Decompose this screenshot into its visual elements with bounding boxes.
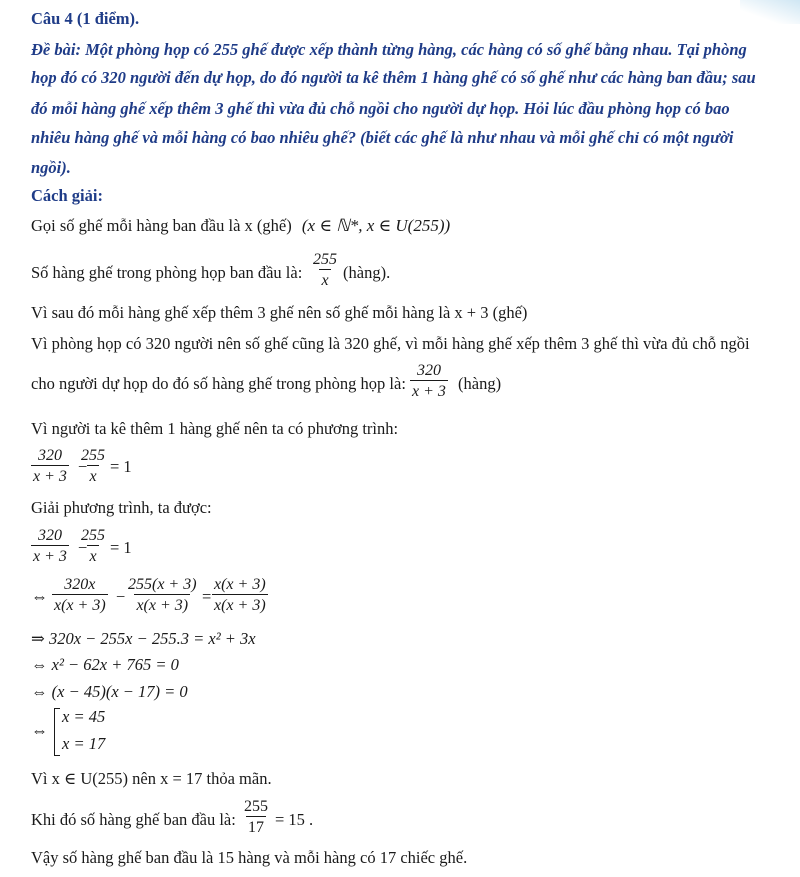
fraction-numerator: 320 bbox=[37, 447, 62, 464]
fraction-rows-after bbox=[410, 361, 448, 401]
fraction-denominator: x bbox=[87, 465, 98, 486]
equation-1-fraction-b bbox=[79, 446, 107, 486]
equation-7-root-a: x = 45 bbox=[62, 707, 106, 726]
equation-2-fraction-b bbox=[79, 526, 107, 566]
equation-5: ⇔ x² − 62x + 765 = 0 bbox=[31, 655, 179, 674]
equation-1-fraction-a bbox=[31, 446, 69, 486]
equation-3-fraction-a bbox=[52, 575, 108, 615]
fraction-denominator: x + 3 bbox=[410, 380, 448, 401]
fraction-denominator: x + 3 bbox=[31, 545, 69, 566]
fraction-numerator: 255 bbox=[244, 798, 268, 815]
problem-line-5: ngồi). bbox=[31, 158, 71, 177]
problem-line-1: Đề bài: Một phòng họp có 255 ghế được xếp thành từng hàng, các hàng có số ghế bằng nhau. Tại phòng bbox=[31, 40, 747, 59]
fraction-numerator: 320 bbox=[416, 362, 441, 379]
equation-2-rhs: = 1 bbox=[110, 538, 132, 557]
corner-decoration bbox=[740, 0, 800, 24]
equation-3-fraction-c bbox=[212, 575, 268, 615]
fraction-denominator: x bbox=[319, 269, 330, 290]
problem-line-4: nhiêu hàng ghế và mỗi hàng có bao nhiêu ghế? (biết các ghế là như nhau và mỗi ghế chỉ có một người bbox=[31, 128, 734, 147]
fraction-initial-rows bbox=[311, 250, 339, 290]
problem-line-3: đó mỗi hàng ghế xếp thêm 3 ghế thì vừa đủ chỗ ngồi cho người dự họp. Hỏi lúc đầu phòng họp có bao bbox=[31, 99, 730, 118]
equation-3-fraction-b bbox=[126, 575, 199, 615]
fraction-initial-rows-result bbox=[242, 797, 270, 837]
fraction-numerator: 255(x + 3) bbox=[128, 576, 197, 593]
step-initial-rows-result-text: Khi đó số hàng ghế ban đầu là: bbox=[31, 810, 236, 829]
final-answer: Vậy số hàng ghế ban đầu là 15 hàng và mỗi hàng có 17 chiếc ghế. bbox=[31, 848, 468, 867]
fraction-numerator: x(x + 3) bbox=[214, 576, 266, 593]
step-initial-rows-text: Số hàng ghế trong phòng họp ban đầu là: bbox=[31, 263, 303, 282]
equation-7-bracket bbox=[54, 708, 60, 756]
equation-3-minus: − bbox=[116, 587, 126, 606]
fraction-numerator: 255 bbox=[81, 447, 105, 464]
step-equation-intro: Vì người ta kê thêm 1 hàng ghế nên ta có phương trình: bbox=[31, 419, 399, 438]
step-rows-after-unit: (hàng) bbox=[458, 374, 502, 393]
fraction-numerator: 255 bbox=[313, 251, 337, 268]
fraction-denominator: x(x + 3) bbox=[212, 594, 268, 615]
step-new-seats-per-row: Vì sau đó mỗi hàng ghế xếp thêm 3 ghế nên số ghế mỗi hàng là x + 3 (ghế) bbox=[31, 303, 528, 322]
step-initial-rows-unit: (hàng). bbox=[343, 263, 391, 282]
fraction-denominator: x bbox=[87, 545, 98, 566]
step-conclusion-condition: Vì x ∈ U(255) nên x = 17 thỏa mãn. bbox=[31, 769, 272, 788]
step-rows-after-text: cho người dự họp do đó số hàng ghế trong phòng họp là: bbox=[31, 374, 406, 393]
step-solve-intro: Giải phương trình, ta được: bbox=[31, 498, 212, 517]
equation-2-fraction-a bbox=[31, 526, 69, 566]
step-variable-condition: (x ∈ ℕ*, x ∈ U(255)) bbox=[301, 216, 451, 235]
fraction-denominator: x(x + 3) bbox=[52, 594, 108, 615]
fraction-denominator: x + 3 bbox=[31, 465, 69, 486]
question-heading: Câu 4 (1 điểm). bbox=[31, 9, 140, 28]
fraction-denominator: x(x + 3) bbox=[134, 594, 190, 615]
equation-7-arrow: ⇔ bbox=[31, 721, 48, 740]
equation-3-equals: = bbox=[202, 587, 212, 606]
problem-line-2: họp đó có 320 người đến dự họp, do đó người ta kê thêm 1 hàng ghế có số ghế như các hàng ban đầu; sau bbox=[31, 68, 756, 87]
step-total-seats: Vì phòng họp có 320 người nên số ghế cũng là 320 ghế, vì mỗi hàng ghế xếp thêm 3 ghế thì vừa đủ chỗ ngồi bbox=[31, 334, 750, 353]
equation-3-arrow: ⇔ bbox=[31, 587, 48, 606]
fraction-numerator: 320x bbox=[64, 576, 96, 593]
fraction-numerator: 255 bbox=[81, 527, 105, 544]
solution-title: Cách giải: bbox=[31, 186, 103, 205]
fraction-denominator: 17 bbox=[246, 816, 266, 837]
equation-2-minus: − bbox=[78, 538, 88, 557]
fraction-numerator: 320 bbox=[37, 527, 62, 544]
equation-7-root-b: x = 17 bbox=[62, 734, 106, 753]
equation-1-rhs: = 1 bbox=[110, 457, 132, 476]
step-variable bbox=[31, 215, 450, 237]
equation-1-minus: − bbox=[78, 457, 88, 476]
equation-6: ⇔ (x − 45)(x − 17) = 0 bbox=[31, 682, 188, 701]
step-variable-text: Gọi số ghế mỗi hàng ban đầu là x (ghế) bbox=[31, 216, 292, 235]
equation-4: ⇒ 320x − 255x − 255.3 = x² + 3x bbox=[31, 629, 256, 648]
step-initial-rows-result-value: = 15 . bbox=[275, 810, 314, 829]
